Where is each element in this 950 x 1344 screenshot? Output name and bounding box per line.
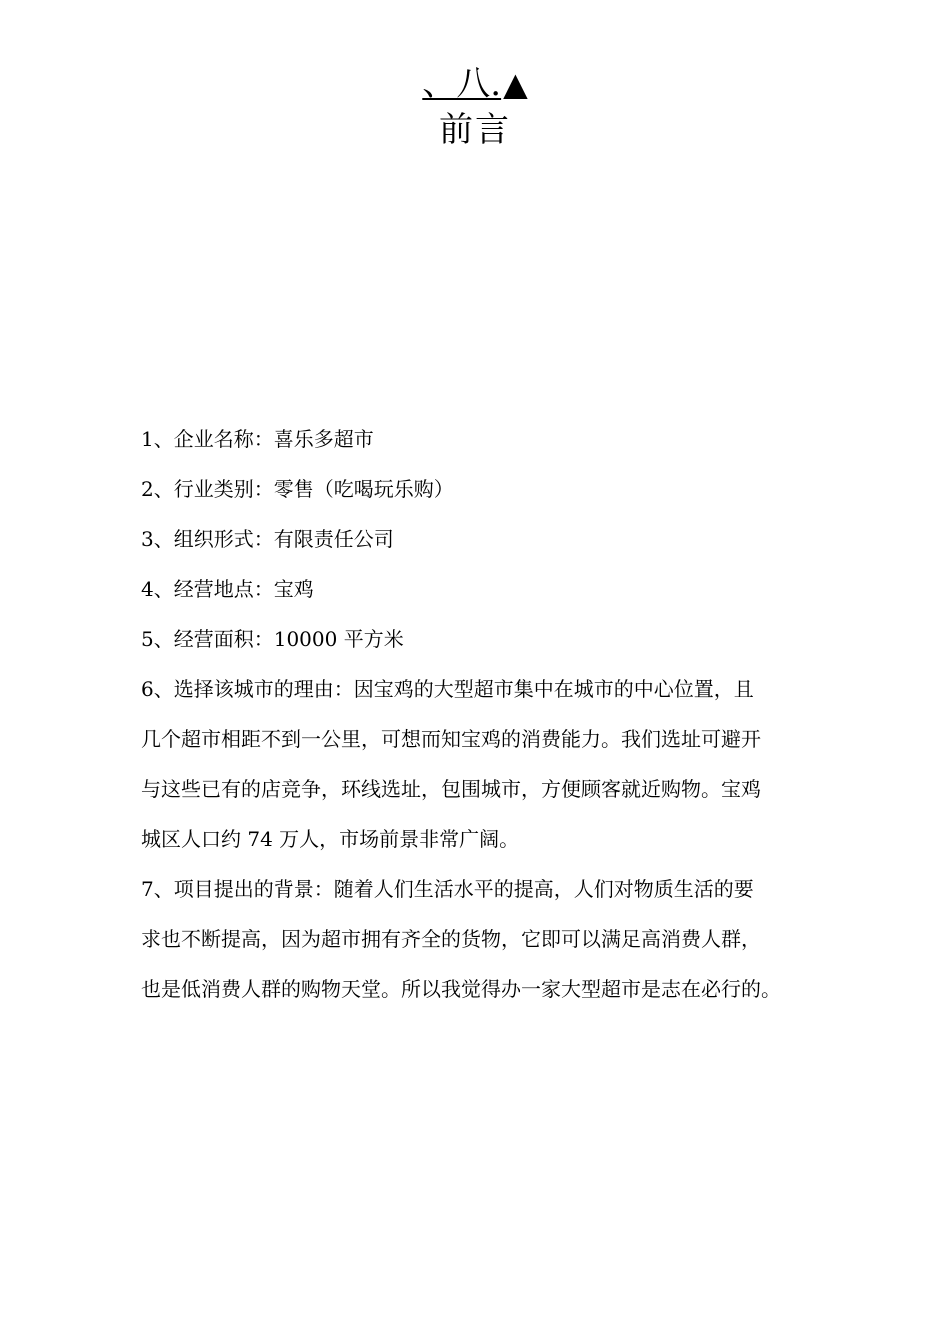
page-title: 前言 (439, 110, 511, 150)
heading-mark (0, 64, 950, 104)
triangle-icon: ▲ (503, 65, 528, 103)
line-background-3: 也是低消费人群的购物天堂。所以我觉得办一家大型超市是志在必行的。 (141, 977, 781, 1001)
line-background-2: 求也不断提高，因为超市拥有齐全的货物，它即可以满足高消费人群， (141, 927, 761, 951)
line-company-name: 1、企业名称：喜乐多超市 (141, 427, 374, 451)
line-reason-1: 6、选择该城市的理由：因宝鸡的大型超市集中在城市的中心位置，且 (141, 677, 754, 701)
line-background-1: 7、项目提出的背景：随着人们生活水平的提高，人们对物质生活的要 (141, 877, 754, 901)
line-location: 4、经营地点：宝鸡 (141, 577, 314, 601)
line-industry: 2、行业类别：零售（吃喝玩乐购） (141, 477, 454, 501)
document-body (141, 414, 861, 1014)
line-reason-3: 与这些已有的店竞争，环线选址，包围城市，方便顾客就近购物。宝鸡 (141, 777, 761, 801)
line-organization: 3、组织形式：有限责任公司 (141, 527, 394, 551)
line-reason-4: 城区人口约 74 万人，市场前景非常广阔。 (141, 827, 520, 851)
line-reason-2: 几个超市相距不到一公里，可想而知宝鸡的消费能力。我们选址可避开 (141, 727, 761, 751)
heading-mark-text: 、八. (422, 64, 502, 104)
line-area: 5、经营面积：10000 平方米 (141, 627, 404, 651)
